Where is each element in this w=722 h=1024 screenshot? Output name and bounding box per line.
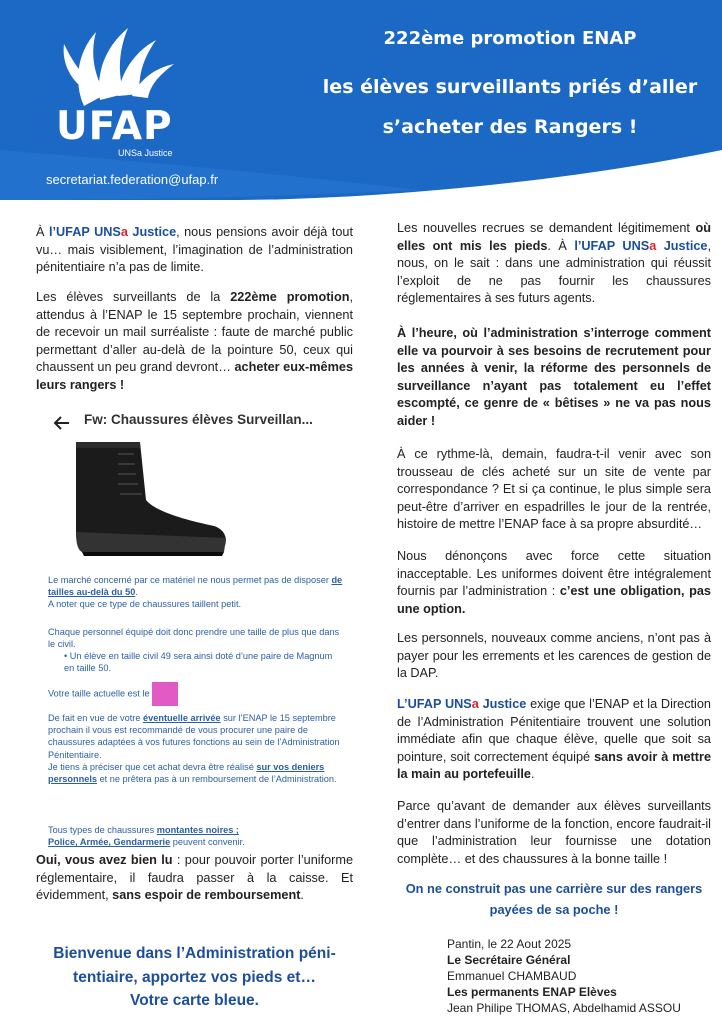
boot-image <box>56 440 236 558</box>
right-paragraph-6: L’UFAP UNSa Justice exige que l’ENAP et la Direction de l’Administration Pénitentiaire trouvent une solution immédiate afin que chaque élève, quelle que soit sa pointure, soit correctement équipé sans avoir à mettre la main au portefeuille. <box>397 697 711 782</box>
logo-name: UFAP <box>56 104 173 149</box>
logo-subtitle: UNSa Justice <box>118 148 173 158</box>
right-paragraph-1: Les nouvelles recrues se demandent légitimement où elles ont mis les pieds. À l’UFAP UNSa Justice, nous, on le sait : dans une administration qui réussit l’exploit de ne pas fournir les chaussures réglementaires à ses futurs agents. <box>397 221 711 306</box>
email-screenshot <box>36 400 356 848</box>
right-paragraph-3: À ce rythme-là, demain, faudra-t-il venir avec son trousseau de clés acheté sur un site de vente par correspondance ? Et si ça continue, le plus simple sera peut-être d’arriver en espadrilles le jour de la rentrée, histoire de mettre l’ENAP face à sa propre absurdité… <box>397 447 711 532</box>
right-paragraph-7: Parce qu’avant de demander aux élèves surveillants d’entrer dans l’uniforme de la fonction, encore faudrait-il que l’administration leur fournisse une dotation complète… et des chaussures à la bonne taille ! <box>397 799 711 866</box>
redacted-size-highlight <box>152 682 178 706</box>
right-paragraph-4: Nous dénonçons avec force cette situation inacceptable. Les uniformes doivent être intégralement fournis par l’administration : c’est une obligation, pas une option. <box>397 549 711 616</box>
brand-name: L’UFAP UNSa Justice <box>397 697 527 711</box>
page-title: 222ème promotion ENAP <box>383 28 637 49</box>
email-text-block-3: De fait en vue de votre éventuelle arrivée sur l’ENAP le 15 septembre prochain il vous est recommandé de vous procurer une paire de chaussures adaptées à vos futures fonctions au sein de l’Administration Pénitentiaire. Je tiens à préciser que cet achat devra être réalisé sur vos deniers personnels et ne prêtera pas à un remboursement de l’Administration. <box>48 713 340 785</box>
header-banner <box>0 0 722 200</box>
place-date: Pantin, le 22 Aout 2025 <box>447 937 572 951</box>
left-paragraph-3: Oui, vous avez bien lu : pour pouvoir porter l’uniforme réglementaire, il faudra passer à la caisse. Et évidemment, sans espoir de remboursement. <box>36 853 353 903</box>
brand-name: l’UFAP UNSa Justice <box>574 238 708 253</box>
right-paragraph-5: Les personnels, nouveaux comme anciens, n’ont pas à payer pour les errements et les carences de gestion de la DAP. <box>397 631 711 681</box>
slogan: On ne construit pas une carrière sur des rangers payées de sa poche ! <box>405 881 703 917</box>
email-bullet: • Un élève en taille civil 49 sera ainsi doté d’une paire de Magnum en taille 50. <box>64 651 333 674</box>
right-paragraph-2: À l’heure, où l’administration s’interroge comment elle va pourvoir à ses besoins de recrutement pour les années à venir, la réforme des personnels de surveillance n’ayant pas totalement eu l’effet escompté, ce genre de « bêtises » ne va pas nous aider ! <box>397 326 711 428</box>
contact-email[interactable]: secretariat.federation@ufap.fr <box>46 172 219 187</box>
email-size-line: Votre taille actuelle est le <box>48 682 348 706</box>
page-subtitle-line-1: les élèves surveillants priés d’aller <box>322 76 698 98</box>
signature-block <box>447 936 681 1016</box>
email-text-block-1: Le marché concerné par ce matériel ne nous permet pas de disposer de tailles au-delà du 50. A noter que ce type de chaussures taillent petit. <box>48 575 343 610</box>
email-subject: Fw: Chaussures élèves Surveillan... <box>84 412 313 427</box>
signatory-name-2: Jean Philipe THOMAS, Abdelhamid ASSOU <box>447 1001 681 1015</box>
email-text-block-4: Tous types de chaussures montantes noires ; Police, Armée, Gendarmerie peuvent convenir. <box>48 825 245 848</box>
closing-statement: Bienvenue dans l’Administration péni- tentiaire, apportez vos pieds et… Votre carte bleue. <box>53 945 336 1009</box>
email-text-block-2: Chaque personnel équipé doit donc prendre une taille de plus que dans le civil. <box>48 627 340 650</box>
signatory-role-2: Les permanents ENAP Elèves <box>447 985 617 999</box>
left-paragraph-2: Les élèves surveillants de la 222ème promotion, attendus à l’ENAP le 15 septembre prochain, viennent de recevoir un mail surréaliste : faute de marché public permettant d’aller au-delà de la pointure 50, ceux qui chaussent un peu grand devront… acheter eux-mêmes leurs rangers ! <box>36 290 354 392</box>
page-subtitle-line-2: s’acheter des Rangers ! <box>382 116 638 138</box>
left-paragraph-1: À l’UFAP UNSa Justice, nous pensions avoir déjà tout vu… mais visiblement, l’imagination de l’administration pénitentiaire n’a pas de limite. <box>36 225 353 275</box>
back-arrow-icon <box>52 408 72 438</box>
signatory-role-1: Le Secrétaire Général <box>447 953 571 967</box>
brand-name: l’UFAP UNSa Justice <box>48 225 177 239</box>
signatory-name-1: Emmanuel CHAMBAUD <box>447 969 577 983</box>
